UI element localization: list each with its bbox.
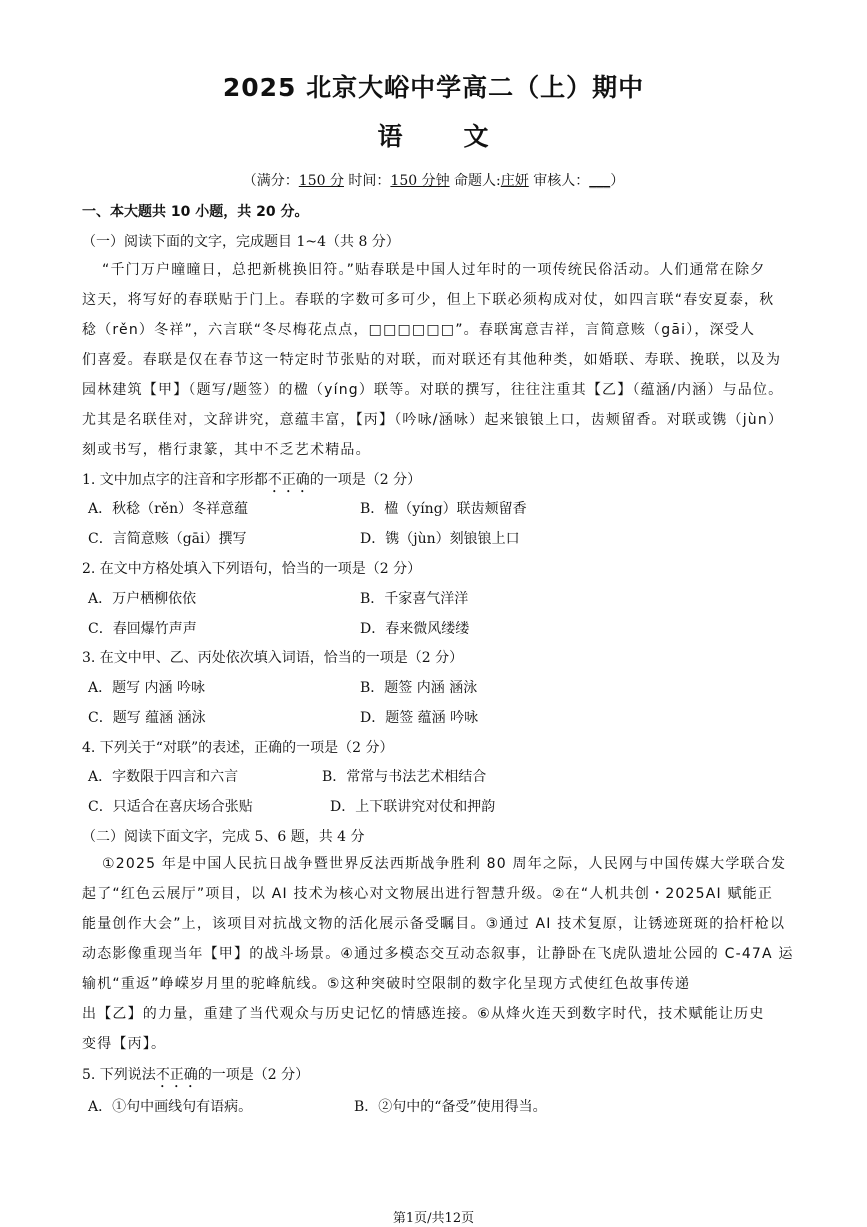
question-4: 4. 下列关于“对联”的表述，正确的一项是（2 分） xyxy=(82,740,394,756)
question-2: 2. 在文中方格处填入下列语句，恰当的一项是（2 分） xyxy=(82,561,422,577)
passage-2-line: 出【乙】的力量，重建了当代观众与历史记忆的情感连接。⑥从烽火连天到数字时代，技术赋能让历史 xyxy=(82,1006,765,1022)
q1-stem-end: 的一项是（2 分） xyxy=(309,472,422,488)
passage-2-line: 能量创作大会”上，该项目对抗战文物的活化展示备受瞩目。③通过 AI 技术复原，让锈迹斑斑的拾杆枪以 xyxy=(82,916,786,932)
part2-intro: （二）阅读下面文字，完成 5、6 题，共 4 分 xyxy=(82,829,365,845)
duration: 150 分钟 xyxy=(390,173,450,189)
q3-option-b: B．题签 内涵 涵泳 xyxy=(360,680,478,696)
passage-2-line: 输机“重返”峥嵘岁月里的驼峰航线。⑤这种突破时空限制的数字化呈现方式使红色故事传递 xyxy=(82,976,691,992)
page-number: 第1页/共12页 xyxy=(392,1211,475,1226)
meta-reviewer-label: 审核人： xyxy=(528,173,590,189)
exam-meta xyxy=(0,170,867,190)
q5-stem-end: 的一项是（2 分） xyxy=(197,1067,310,1083)
passage-2-line: 起了“红色云展厅”项目，以 AI 技术为核心对文物展出进行智慧升级。②在“人机共创・2025AI 赋能正 xyxy=(82,886,774,902)
meta-suffix: ） xyxy=(610,173,625,189)
q3-option-c: C．题写 蕴涵 涵泳 xyxy=(88,710,206,726)
q1-stem: 1. 文中加点字的注音和字形都 xyxy=(82,472,268,488)
passage-1 xyxy=(82,255,794,465)
q4-option-a: A．字数限于四言和六言 xyxy=(88,769,239,785)
passage-1-line: 刻或书写，楷行隶篆，其中不乏艺术精品。 xyxy=(82,442,371,458)
subject-char-2: 文 xyxy=(463,122,490,151)
question-5 xyxy=(82,1064,309,1091)
q2-option-c: C．春回爆竹声声 xyxy=(88,621,197,637)
q1-option-a: A．秋稔（rěn）冬祥意蕴 xyxy=(88,501,249,517)
full-score: 150 分 xyxy=(298,173,344,189)
q3-option-d: D．题签 蕴涵 吟咏 xyxy=(360,710,479,726)
passage-1-line: 稔（rěn）冬祥”，六言联“冬尽梅花点点，□□□□□□”。春联寓意吉祥，言简意赅（gāi），深受人 xyxy=(82,322,756,338)
reviewer: ___ xyxy=(589,173,611,189)
q1-emphasis: 不正确 xyxy=(267,472,310,488)
q4-option-d: D．上下联讲究对仗和押韵 xyxy=(330,799,496,815)
passage-1-line: 园林建筑【甲】（题写/题签）的楹（yíng）联等。对联的撰写，往往注重其【乙】（蕴涵/内涵）与品位。 xyxy=(82,382,784,398)
meta-author-label: 命题人: xyxy=(449,173,501,189)
passage-2-line: 变得【丙】。 xyxy=(82,1036,167,1052)
meta-prefix: （满分： xyxy=(242,173,299,189)
q1-option-d: D．镌（jùn）刻锒锒上口 xyxy=(360,531,520,547)
passage-2 xyxy=(82,849,794,1059)
passage-1-line: “千门万户曈曈日，总把新桃换旧符。”贴春联是中国人过年时的一项传统民俗活动。人们通常在除夕 xyxy=(102,262,766,278)
q2-option-a: A．万户栖柳依依 xyxy=(88,591,197,607)
q3-option-a: A．题写 内涵 吟咏 xyxy=(88,680,206,696)
passage-1-line: 尤其是名联佳对，文辞讲究，意蕴丰富，【丙】（吟咏/涵咏）起来锒锒上口，齿颊留香。对联或镌（jùn） xyxy=(82,412,784,428)
q2-option-b: B．千家喜气洋洋 xyxy=(360,591,469,607)
meta-time-label: 时间： xyxy=(343,173,391,189)
passage-1-line: 这天，将写好的春联贴于门上。春联的字数可多可少，但上下联必须构成对仗，如四言联“春安夏泰，秋 xyxy=(82,292,775,308)
q4-option-b: B．常常与书法艺术相结合 xyxy=(322,769,487,785)
question-1 xyxy=(82,469,421,496)
q5-option-a: A．①句中画线句有语病。 xyxy=(88,1099,253,1115)
q4-option-c: C．只适合在喜庆场合张贴 xyxy=(88,799,253,815)
q5-option-b: B．②句中的“备受”使用得当。 xyxy=(354,1099,547,1115)
section-heading: 一、本大题共 10 小题，共 20 分。 xyxy=(82,204,309,220)
exam-title: 2025 北京大峪中学高二（上）期中 xyxy=(222,73,645,102)
q1-option-c: C．言简意赅（gāi）撰写 xyxy=(88,531,247,547)
passage-2-line: 动态影像重现当年【甲】的战斗场景。④通过多模态交互动态叙事，让静卧在飞虎队遗址公园的 C-47A 运 xyxy=(82,946,794,962)
q5-stem: 5. 下列说法 xyxy=(82,1067,156,1083)
part1-intro: （一）阅读下面的文字，完成题目 1~4（共 8 分） xyxy=(82,234,400,250)
author: 庄妍 xyxy=(500,173,529,189)
q1-option-b: B．楹（yíng）联齿颊留香 xyxy=(360,501,527,517)
passage-1-line: 们喜爱。春联是仅在春节这一特定时节张贴的对联，而对联还有其他种类，如婚联、寿联、挽联，以及为 xyxy=(82,352,782,368)
q2-option-d: D．春来微风缕缕 xyxy=(360,621,470,637)
q5-emphasis: 不正确 xyxy=(155,1067,198,1083)
subject-title xyxy=(0,117,867,153)
question-3: 3. 在文中甲、乙、丙处依次填入词语，恰当的一项是（2 分） xyxy=(82,650,464,666)
subject-char-1: 语 xyxy=(377,122,404,151)
passage-2-line: ①2025 年是中国人民抗日战争暨世界反法西斯战争胜利 80 周年之际，人民网与中国传媒大学联合发 xyxy=(102,856,787,872)
